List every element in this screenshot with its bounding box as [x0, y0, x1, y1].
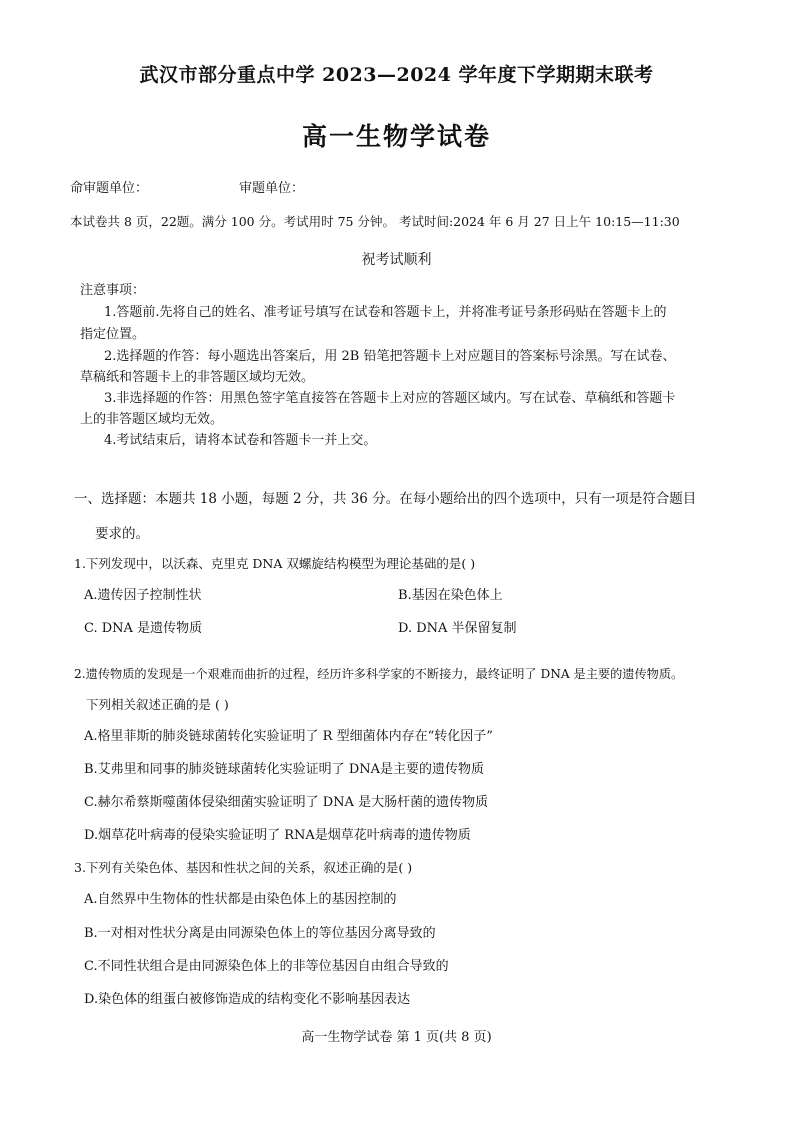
question-stem: 2.遗传物质的发现是一个艰难而曲折的过程，经历许多科学家的不断接力，最终证明了 DNA 是主要的遗传物质。 — [74, 667, 684, 681]
option-d: D. DNA 半保留复制 — [398, 621, 517, 636]
notice-line: 2.选择题的作答：每小题选出答案后，用 2B 铅笔把答题卡上对应题目的答案标号涂黑。写在试卷、 — [104, 349, 676, 364]
option-c: C.不同性状组合是由同源染色体上的非等位基因自由组合导致的 — [84, 959, 449, 974]
question-stem: 3.下列有关染色体、基因和性状之间的关系，叙述正确的是( ) — [74, 860, 413, 875]
option-b: B.一对相对性状分离是由同源染色体上的等位基因分离导致的 — [84, 926, 436, 941]
wish-text: 祝考试顺利 — [361, 252, 432, 268]
option-c: C. DNA 是遗传物质 — [84, 621, 203, 636]
proposer-label: 命审题单位： — [70, 181, 149, 196]
notice-line: 草稿纸和答题卡上的非答题区域均无效。 — [80, 370, 315, 385]
option-a: A.自然界中生物体的性状都是由染色体上的基因控制的 — [84, 892, 397, 907]
notice-line: 指定位置。 — [80, 327, 146, 342]
option-d: D.染色体的组蛋白被修饰造成的结构变化不影响基因表达 — [84, 992, 411, 1007]
notice-line: 上的非答题区域均无效。 — [80, 412, 224, 427]
option-a: A.遗传因子控制性状 — [84, 588, 202, 603]
option-b: B.基因在染色体上 — [398, 588, 503, 603]
page-footer: 高一生物学试卷 第 1 页(共 8 页) — [301, 1030, 492, 1045]
reviewer-label: 审题单位： — [239, 181, 305, 196]
option-a: A.格里菲斯的肺炎链球菌转化实验证明了 R 型细菌体内存在“转化因子” — [84, 729, 493, 744]
notice-line: 4.考试结束后，请将本试卷和答题卡一并上交。 — [104, 433, 377, 448]
option-c: C.赫尔希蔡斯噬菌体侵染细菌实验证明了 DNA 是大肠杆菌的遗传物质 — [84, 795, 489, 810]
section-heading: 一、选择题：本题共 18 小题，每题 2 分，共 36 分。在每小题给出的四个选项中，只有一项是符合题目 — [74, 491, 697, 507]
option-d: D.烟草花叶病毒的侵染实验证明了 RNA是烟草花叶病毒的遗传物质 — [84, 828, 471, 843]
question-stem: 1.下列发现中，以沃森、克里克 DNA 双螺旋结构模型为理论基础的是( ) — [74, 556, 476, 571]
notice-title: 注意事项： — [80, 283, 146, 298]
option-b: B.艾弗里和同事的肺炎链球菌转化实验证明了 DNA是主要的遗传物质 — [84, 762, 485, 777]
section-heading-cont: 要求的。 — [95, 526, 149, 542]
paper-title: 高一生物学试卷 — [301, 122, 491, 151]
notice-line: 3.非选择题的作答：用黑色签字笔直接答在答题卡上对应的答题区域内。写在试卷、草稿纸和答题卡 — [104, 391, 676, 406]
question-stem-cont: 下列相关叙述正确的是 ( ) — [86, 697, 229, 712]
exam-title: 武汉市部分重点中学 2023—2024 学年度下学期期末联考 — [139, 64, 654, 86]
exam-info: 本试卷共 8 页，22题。满分 100 分。考试用时 75 分钟。 考试时间:2024 年 6 月 27 日上午 10:15—11:30 — [70, 214, 680, 229]
notice-line: 1.答题前.先将自己的姓名、准考证号填写在试卷和答题卡上，并将准考证号条形码贴在答题卡上的 — [104, 305, 667, 320]
